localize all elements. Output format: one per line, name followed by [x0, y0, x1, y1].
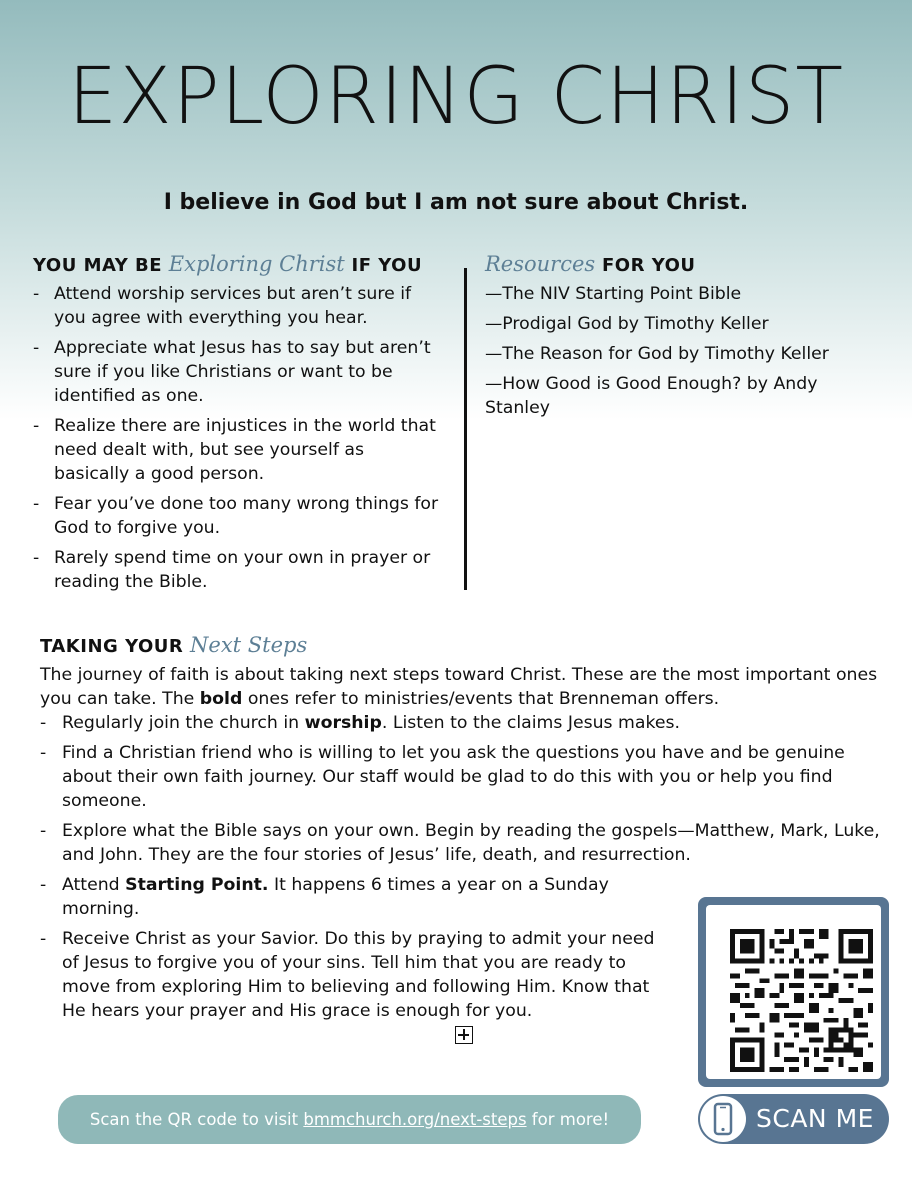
phone-icon	[700, 1096, 746, 1142]
qr-code-icon	[730, 929, 873, 1072]
resource-item: —Prodigal God by Timothy Keller	[485, 314, 769, 334]
scan-me-badge	[698, 1094, 889, 1144]
step1-text-a: Regularly join the church in	[62, 713, 305, 733]
list-item: - Find a Christian friend who is willing to let you ask the questions you have and be genuine about their own faith journey. Our staff would be glad to do this with you or help you find someone.	[40, 741, 880, 813]
step1-text-b: . Listen to the claims Jesus makes.	[381, 713, 680, 733]
column-divider	[464, 268, 467, 590]
plus-square-icon	[455, 1026, 473, 1044]
list-item: - Attend worship services but aren’t sure if you agree with everything you hear.	[33, 282, 443, 330]
qr-code-background	[706, 905, 881, 1079]
list-item	[40, 711, 880, 735]
resources-section	[485, 252, 875, 426]
exploring-heading	[33, 252, 443, 276]
step4-text-a: Attend	[62, 875, 126, 895]
exploring-heading-pre: YOU MAY BE	[33, 255, 163, 276]
exploring-heading-script: Exploring Christ	[168, 252, 345, 276]
step4-text-b: It happens 6 times a year on a Sunday morning.	[62, 875, 609, 919]
qr-call-to-action	[58, 1095, 641, 1144]
list-item: - Receive Christ as your Savior. Do this by praying to admit your need of Jesus to forgive you of your sins. Tell him that you are ready to move from exploring Him to believing and following Him. Know that He hears your prayer and His grace is enough for you.	[40, 927, 672, 1023]
step4-bold: Starting Point.	[125, 875, 269, 895]
intro-text-b: ones refer to ministries/events that Brenneman offers.	[242, 689, 720, 709]
page-title: EXPLORING CHRIST	[67, 52, 845, 142]
resource-item: —The Reason for God by Timothy Keller	[485, 344, 829, 364]
scan-me-label: SCAN ME	[756, 1104, 874, 1133]
intro-text-a: The journey of faith is about taking next steps toward Christ. These are the most important ones you can take. The	[40, 665, 878, 709]
list-item: - Rarely spend time on your own in prayer or reading the Bible.	[33, 546, 443, 594]
exploring-heading-post: IF YOU	[351, 255, 423, 276]
list-item	[40, 873, 672, 921]
list-item: - Explore what the Bible says on your own. Begin by reading the gospels—Matthew, Mark, Luke, and John. They are the four stories of Jesus’ life, death, and resurrection.	[40, 819, 880, 867]
next-steps-intro	[40, 663, 880, 711]
exploring-section	[33, 252, 443, 600]
list-item: - Realize there are injustices in the world that need dealt with, but see yourself as basically a good person.	[33, 414, 443, 486]
step1-bold: worship	[304, 713, 382, 733]
next-steps-link[interactable]: bmmchurch.org/next-steps	[303, 1110, 527, 1129]
next-steps-heading	[40, 633, 880, 657]
list-item: - Appreciate what Jesus has to say but aren’t sure if you like Christians or want to be identified as one.	[33, 336, 443, 408]
phone-icon-circle	[700, 1096, 746, 1142]
list-item: - Fear you’ve done too many wrong things for God to forgive you.	[33, 492, 443, 540]
resources-heading	[485, 252, 875, 276]
resources-heading-script: Resources	[485, 252, 596, 276]
cta-text-b: for more!	[526, 1110, 610, 1129]
next-steps-heading-pre: TAKING YOUR	[40, 636, 184, 657]
resource-item: —The NIV Starting Point Bible	[485, 284, 742, 304]
resources-heading-post: FOR YOU	[601, 255, 696, 276]
next-steps-heading-script: Next Steps	[190, 633, 308, 657]
intro-bold: bold	[199, 689, 243, 709]
page-subtitle: I believe in God but I am not sure about Christ.	[163, 190, 749, 215]
qr-code-frame	[698, 897, 889, 1087]
exploring-list	[33, 282, 443, 594]
cta-text-a: Scan the QR code to visit	[89, 1110, 304, 1129]
resource-item: —How Good is Good Enough? by Andy Stanley	[485, 374, 818, 418]
